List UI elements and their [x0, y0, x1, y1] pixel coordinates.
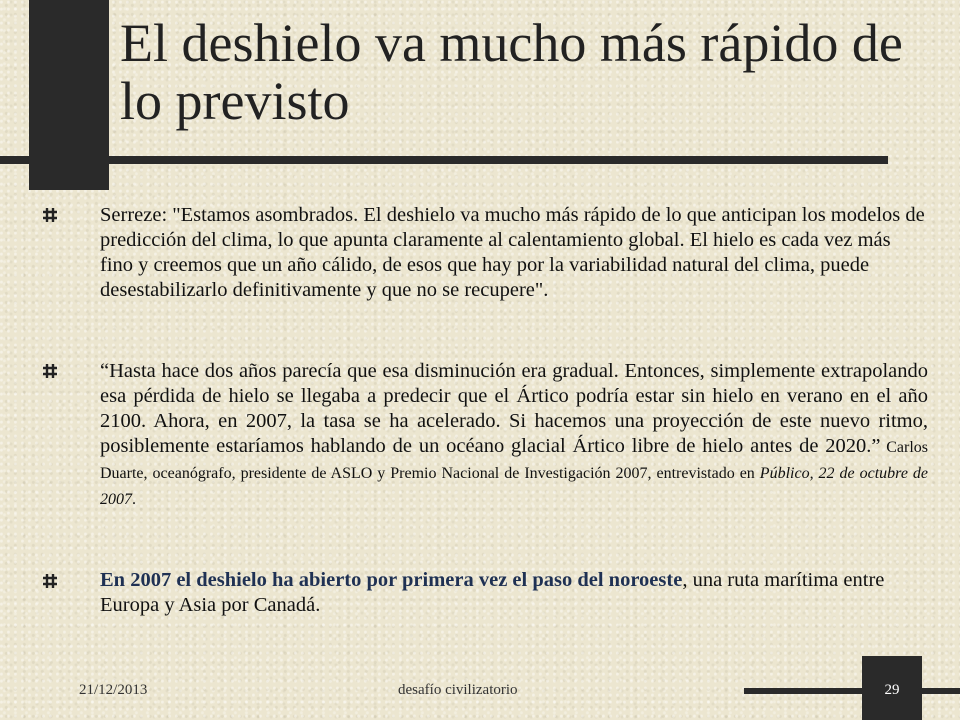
highlight-text: En 2007 el deshielo ha abierto por primera vez el paso del noroeste	[100, 569, 683, 591]
bullet-northwest-passage	[100, 568, 928, 618]
footer-rule	[744, 688, 960, 694]
quote-text: “Hasta hace dos años parecía que esa disminución era gradual. Entonces, simplemente extrapolando esa pérdida de hielo se llegaba a predecir que el Ártico podría estar sin hielo en verano en el año 2100. Ahora, en 2007, la tasa se ha acelerado. Si hacemos una proyección de este nuevo ritmo, posiblemente estaríamos hablando de un océano glacial Ártico libre de hielo antes de 2020.”	[100, 360, 928, 457]
bullet-duarte-quote	[100, 359, 928, 512]
footer-date: 21/12/2013	[79, 682, 148, 698]
hash-bullet-icon	[43, 364, 57, 378]
quote-publication: Público, 22 de octubre de 2007	[100, 465, 929, 508]
quote-source: Carlos Duarte, oceanógrafo, presidente de ASLO y Premio Nacional de Investigación 2007, entrevistado en	[100, 439, 928, 482]
slide-title: El deshielo va mucho más rápido de lo previsto	[120, 13, 903, 131]
hash-bullet-icon	[43, 208, 57, 222]
bullet-rest-text: , una ruta marítima entre Europa y Asia por Canadá.	[100, 569, 885, 616]
page-number: 29	[884, 682, 900, 698]
hash-bullet-icon	[43, 574, 57, 588]
bullet-text: Serreze: "Estamos asombrados. El deshielo va mucho más rápido de lo que anticipan los modelos de predicción del clima, lo que apunta claramente al calentamiento global. El hielo es cada vez más fino y creemos que un año cálido, de esos que hay por la variabilidad natural del clima, puede desestabilizarlo definitivamente y que no se recupere".	[100, 204, 925, 301]
quote-end: .	[132, 491, 136, 508]
footer-center-text: desafío civilizatorio	[398, 682, 518, 698]
bullet-serreze-quote	[100, 203, 928, 303]
